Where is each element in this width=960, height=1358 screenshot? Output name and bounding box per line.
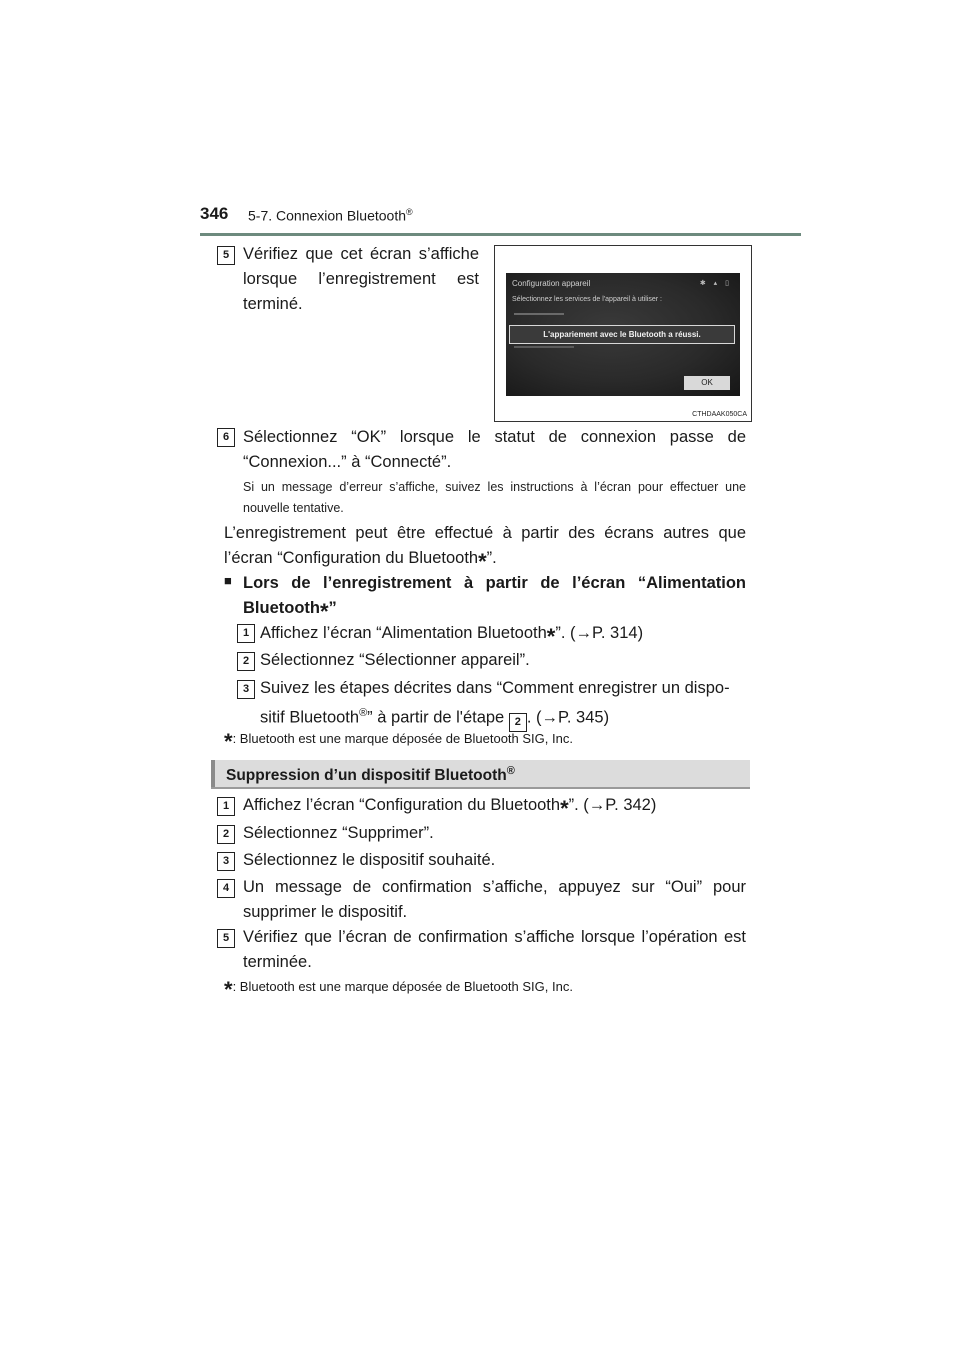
substep-1-text-a: Affichez l’écran “Alimentation Bluetooth [260,624,547,642]
ok-button: OK [684,376,730,390]
step-number-badge: 1 [217,797,235,816]
footnote-text: : Bluetooth est une marque déposée de Bluetooth SIG, Inc. [232,731,573,746]
substep-3-text-b: ” à partir de l'étape [367,708,505,727]
footnote-star: * [224,977,233,1002]
section-heading [226,765,515,785]
step-number-badge: 4 [217,879,235,898]
footnote-star: * [319,599,329,624]
faded-list-item [514,313,564,315]
step-number-badge: 6 [217,428,235,447]
step-number-badge: 5 [217,246,235,265]
delete-step-1-text-a: Affichez l’écran “Configuration du Bluetooth [243,796,561,814]
step-number-badge: 3 [217,852,235,871]
step-number-badge: 3 [237,680,255,699]
step-number-badge: 1 [237,624,255,643]
delete-step-2-text: Sélectionnez “Supprimer”. [243,824,434,842]
step-number-badge: 2 [217,825,235,844]
substep-3-line-1: Suivez les étapes décrites dans “Comment enregistrer un dispo- [260,679,730,697]
paragraph-text: L’enregistrement peut être effectué à partir des écrans autres que l’écran “Configuration du Bluetooth [224,524,746,567]
footnote-star: * [478,549,487,574]
registration-paragraph [224,521,746,574]
step-5-text: Vérifiez que cet écran s’affiche lorsque l’enregistrement est terminé. [243,245,479,313]
delete-step-4-text: Un message de confirmation s’affiche, appuyez sur “Oui” pour supprimer le dispositif. [243,878,746,921]
section-heading-text: Suppression d’un dispositif Bluetooth [226,767,507,785]
square-bullet-icon: ■ [224,573,232,588]
substep-2-text: Sélectionnez “Sélectionner appareil”. [260,651,530,669]
substep-3-text-c: . (→P. 345) [526,708,610,727]
step-number-badge: 2 [237,652,255,671]
head-unit-screen [506,273,740,396]
step-number-badge: 5 [217,929,235,948]
section-heading-edge [211,760,215,789]
delete-step-3-text: Sélectionnez le dispositif souhaité. [243,851,496,869]
page-number: 346 [200,204,229,223]
registered-mark: ® [359,707,368,719]
figure-code: CTHDAAK050CA [692,411,747,418]
substep-1-text [260,621,746,649]
footnote-text: : Bluetooth est une marque déposée de Bluetooth SIG, Inc. [232,979,573,994]
delete-step-1-text-b: ”. (→P. 342) [568,796,657,814]
registered-mark: ® [406,207,413,217]
substep-1-text-b: ”. (→P. 314) [555,624,644,642]
footnote [224,729,573,754]
pairing-success-banner: L'appariement avec le Bluetooth a réussi. [509,325,735,344]
status-icons: ✱ ▴ ▯ [699,280,732,287]
footnote-star: * [560,796,569,821]
footnote [224,977,573,1002]
screenshot-figure [494,245,752,422]
subsection-heading-end: ” [328,599,337,617]
delete-step-1-text [243,793,746,821]
section-header [248,207,413,224]
screen-subtitle: Sélectionnez les services de l'appareil à utiliser : [512,296,662,303]
registered-mark: ® [506,765,515,777]
delete-step-5-text: Vérifiez que l’écran de confirmation s’affiche lorsque l’opération est terminée. [243,928,746,971]
section-label: 5-7. Connexion Bluetooth [248,207,406,224]
paragraph-text-end: ”. [486,549,497,567]
section-heading-underline [211,787,750,789]
substep-3-text-a: sitif Bluetooth [260,708,360,727]
footnote-star: * [546,624,556,649]
step-reference-badge: 2 [509,713,527,732]
footnote-star: * [224,729,233,754]
header-rule [200,233,801,236]
subsection-heading [243,571,746,624]
screen-title: Configuration appareil [512,279,591,288]
subsection-heading-text: Lors de l’enregistrement à partir de l’écran “Alimentation Bluetooth [243,574,746,617]
step-6-note: Si un message d’erreur s’affiche, suivez les instructions à l’écran pour effectuer une nouvelle tentative. [243,480,746,515]
faded-list-item [514,346,574,348]
step-6-text: Sélectionnez “OK” lorsque le statut de connexion passe de “Connexion...” à “Connecté”. [243,428,746,471]
substep-3-line-2 [260,701,746,732]
